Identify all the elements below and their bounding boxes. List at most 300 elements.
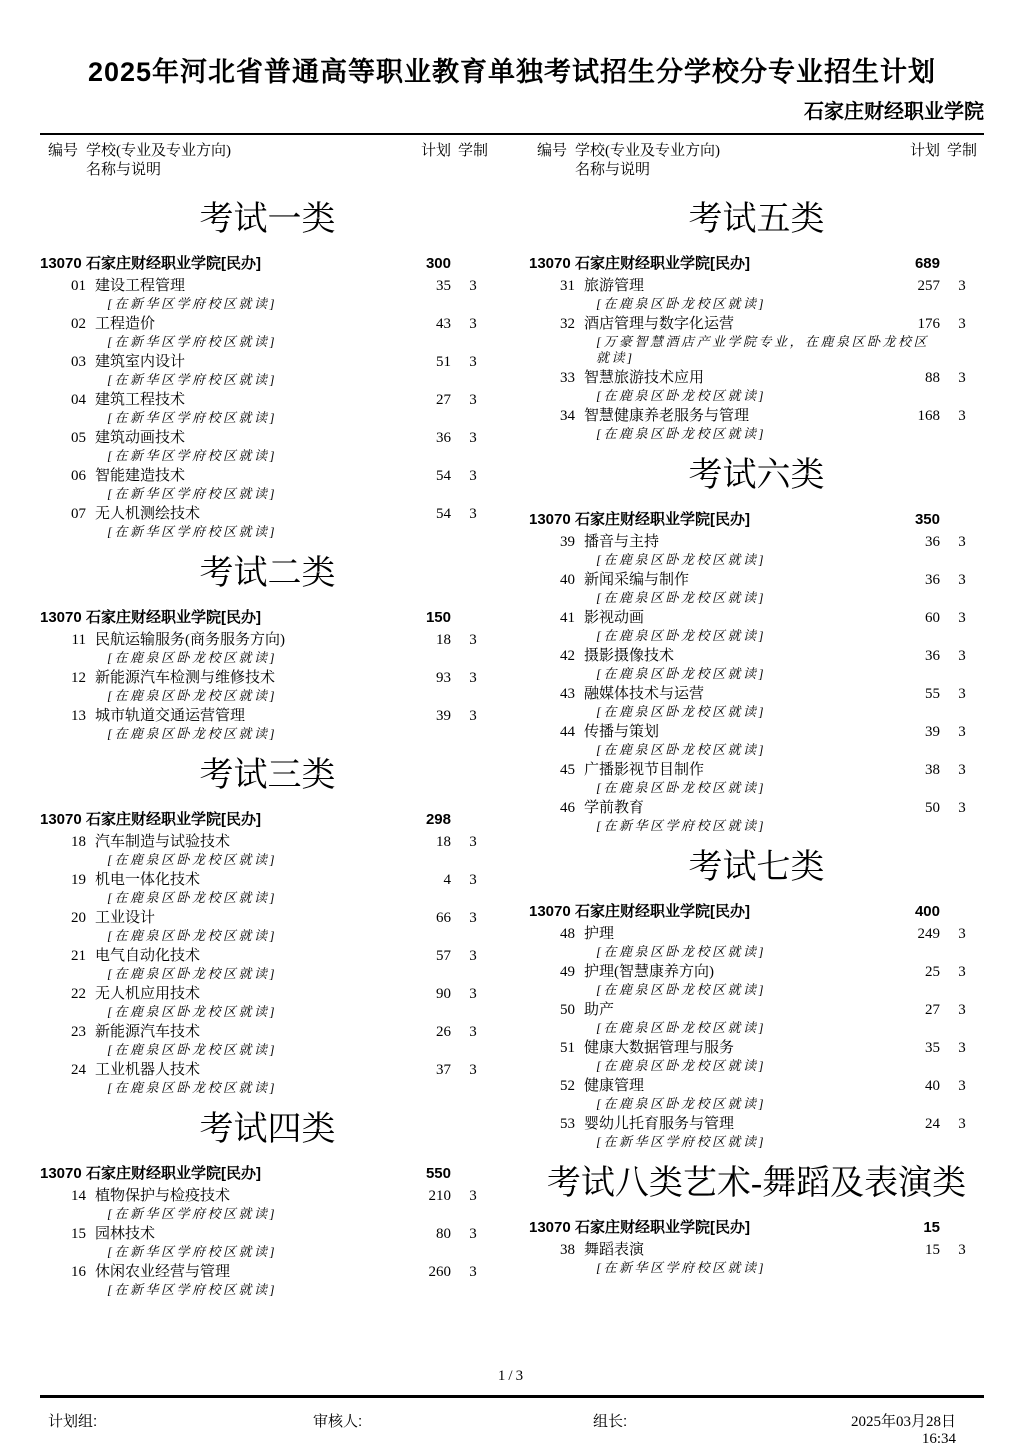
program-plan-count: 168	[917, 408, 940, 424]
program-row	[529, 963, 984, 981]
program-number: 39	[560, 534, 575, 550]
program-number: 24	[71, 1062, 86, 1078]
program-duration: 3	[958, 572, 966, 588]
program-row	[40, 947, 495, 965]
program-location-note: [在新华区学府校区就读]	[107, 448, 278, 463]
program-name: 护理(智慧康养方向)	[584, 964, 714, 980]
program-duration: 3	[469, 834, 477, 850]
school-plan-total: 550	[425, 1165, 451, 1182]
program-row	[529, 685, 984, 703]
program-duration: 3	[469, 986, 477, 1002]
program-name: 建设工程管理	[95, 278, 186, 294]
school-name: 石家庄财经职业学院[民办]	[86, 609, 261, 626]
exam-category-section	[40, 1108, 495, 1298]
exam-category-section	[40, 754, 495, 1096]
program-duration: 3	[958, 686, 966, 702]
school-code: 13070	[529, 511, 571, 528]
program-name: 城市轨道交通运营管理	[95, 708, 246, 724]
school-code: 13070	[529, 903, 571, 920]
header-plan-label: 计划	[420, 143, 451, 159]
program-plan-count: 60	[925, 610, 940, 626]
program-plan-count: 24	[925, 1116, 940, 1132]
program-number: 07	[71, 506, 86, 522]
program-number: 45	[560, 762, 575, 778]
page-number: 1/3	[497, 1368, 527, 1384]
program-name: 新能源汽车技术	[95, 1024, 201, 1040]
program-duration: 3	[958, 1078, 966, 1094]
program-row	[529, 1039, 984, 1057]
program-location-note: [在鹿泉区卧龙校区就读]	[107, 1004, 278, 1019]
program-number: 02	[71, 316, 86, 332]
program-row	[40, 505, 495, 523]
program-plan-count: 249	[917, 926, 940, 942]
program-plan-count: 27	[436, 392, 451, 408]
program-number: 32	[560, 316, 575, 332]
school-plan-total: 150	[425, 609, 451, 626]
program-name: 新能源汽车检测与维修技术	[95, 670, 276, 686]
program-plan-count: 88	[925, 370, 940, 386]
program-duration: 3	[469, 910, 477, 926]
program-row	[529, 1241, 984, 1259]
program-location-note: [在鹿泉区卧龙校区就读]	[596, 780, 767, 795]
program-location-note: [在鹿泉区卧龙校区就读]	[596, 666, 767, 681]
school-name: 石家庄财经职业学院[民办]	[86, 1165, 261, 1182]
program-plan-count: 37	[436, 1062, 451, 1078]
section-title: 考试八类艺术-舞蹈及表演类	[546, 1165, 967, 1202]
program-location-note: [在鹿泉区卧龙校区就读]	[107, 890, 278, 905]
section-title: 考试六类	[688, 457, 825, 494]
school-summary-row	[40, 1164, 495, 1184]
program-row	[40, 315, 495, 333]
school-name-subtitle: 石家庄财经职业学院	[804, 101, 984, 123]
school-code: 13070	[40, 811, 82, 828]
program-number: 12	[71, 670, 86, 686]
program-location-note: [在新华区学府校区就读]	[596, 1134, 767, 1149]
signature-footer	[0, 1398, 1024, 1448]
school-code: 13070	[40, 609, 82, 626]
program-number: 11	[71, 632, 86, 648]
program-name: 影视动画	[584, 610, 645, 626]
table-column-headers	[0, 135, 1024, 180]
program-number: 15	[71, 1226, 86, 1242]
program-name: 舞蹈表演	[584, 1242, 645, 1258]
school-code: 13070	[40, 1165, 82, 1182]
program-duration: 3	[958, 724, 966, 740]
program-row	[529, 1001, 984, 1019]
program-plan-count: 57	[436, 948, 451, 964]
program-name: 旅游管理	[584, 278, 645, 294]
program-location-note: [在鹿泉区卧龙校区就读]	[596, 426, 767, 441]
program-duration: 3	[469, 1024, 477, 1040]
program-plan-count: 35	[436, 278, 451, 294]
program-location-note: [在鹿泉区卧龙校区就读]	[107, 1042, 278, 1057]
school-summary-row	[40, 254, 495, 274]
program-number: 38	[560, 1242, 575, 1258]
program-duration: 3	[469, 1226, 477, 1242]
program-name: 学前教育	[584, 800, 645, 816]
footer-datetime: 2025年03月28日 16:34	[850, 1414, 956, 1447]
program-row	[40, 707, 495, 725]
school-name: 石家庄财经职业学院[民办]	[86, 255, 261, 272]
program-name: 健康管理	[584, 1078, 645, 1094]
program-row	[40, 391, 495, 409]
program-number: 40	[560, 572, 575, 588]
program-plan-count: 35	[925, 1040, 940, 1056]
program-plan-count: 54	[436, 468, 451, 484]
school-summary-row	[529, 902, 984, 922]
program-name: 电气自动化技术	[95, 948, 201, 964]
program-plan-count: 38	[925, 762, 940, 778]
program-plan-count: 90	[436, 986, 451, 1002]
program-location-note: [在鹿泉区卧龙校区就读]	[596, 552, 767, 567]
program-number: 51	[560, 1040, 575, 1056]
program-duration: 3	[469, 278, 477, 294]
program-location-note: [在鹿泉区卧龙校区就读]	[596, 944, 767, 959]
program-row	[529, 407, 984, 425]
program-name: 建筑工程技术	[95, 392, 186, 408]
program-location-note: [在鹿泉区卧龙校区就读]	[596, 982, 767, 997]
program-duration: 3	[958, 1040, 966, 1056]
program-number: 19	[71, 872, 86, 888]
program-number: 23	[71, 1024, 86, 1040]
program-name: 汽车制造与试验技术	[95, 834, 231, 850]
school-summary-row	[40, 608, 495, 628]
program-row	[40, 909, 495, 927]
school-plan-total: 15	[923, 1219, 940, 1236]
program-plan-count: 36	[436, 430, 451, 446]
program-row	[40, 1023, 495, 1041]
program-duration: 3	[958, 534, 966, 550]
program-plan-count: 26	[436, 1024, 451, 1040]
exam-category-section	[529, 1162, 984, 1276]
program-duration: 3	[958, 278, 966, 294]
exam-category-section	[40, 552, 495, 742]
school-plan-total: 350	[914, 511, 940, 528]
program-row	[529, 799, 984, 817]
program-plan-count: 50	[925, 800, 940, 816]
school-plan-total: 300	[425, 255, 451, 272]
program-number: 31	[560, 278, 575, 294]
program-number: 46	[560, 800, 575, 816]
program-number: 22	[71, 986, 86, 1002]
program-name: 融媒体技术与运营	[584, 686, 705, 702]
program-plan-count: 66	[436, 910, 451, 926]
program-name: 工业机器人技术	[95, 1062, 201, 1078]
program-duration: 3	[958, 648, 966, 664]
left-column	[40, 186, 495, 1298]
program-number: 04	[71, 392, 86, 408]
program-duration: 3	[958, 408, 966, 424]
program-duration: 3	[958, 370, 966, 386]
program-row	[40, 833, 495, 851]
program-duration: 3	[958, 610, 966, 626]
school-code: 13070	[40, 255, 82, 272]
program-location-note: [在鹿泉区卧龙校区就读]	[107, 650, 278, 665]
program-plan-count: 43	[436, 316, 451, 332]
program-number: 01	[71, 278, 86, 294]
program-plan-count: 18	[436, 632, 451, 648]
program-number: 41	[560, 610, 575, 626]
program-plan-count: 260	[428, 1264, 451, 1280]
program-duration: 3	[958, 1116, 966, 1132]
program-location-note: [在鹿泉区卧龙校区就读]	[107, 928, 278, 943]
section-title: 考试四类	[199, 1111, 336, 1148]
program-row	[529, 369, 984, 387]
program-plan-count: 51	[436, 354, 451, 370]
program-plan-count: 176	[917, 316, 940, 332]
program-plan-count: 54	[436, 506, 451, 522]
program-plan-count: 257	[917, 278, 940, 294]
school-plan-total: 689	[914, 255, 940, 272]
program-name: 智能建造技术	[95, 468, 186, 484]
program-name: 护理	[584, 926, 615, 942]
program-location-note: [在鹿泉区卧龙校区就读]	[107, 726, 278, 741]
program-row	[40, 631, 495, 649]
program-location-note: [在鹿泉区卧龙校区就读]	[596, 590, 767, 605]
program-name: 无人机应用技术	[95, 986, 201, 1002]
program-location-note: [在鹿泉区卧龙校区就读]	[596, 628, 767, 643]
program-row	[40, 277, 495, 295]
school-code: 13070	[529, 1219, 571, 1236]
program-number: 18	[71, 834, 86, 850]
program-duration: 3	[469, 430, 477, 446]
program-location-note: [在新华区学府校区就读]	[107, 1244, 278, 1259]
program-duration: 3	[958, 1242, 966, 1258]
program-row	[40, 353, 495, 371]
program-number: 06	[71, 468, 86, 484]
program-name: 建筑动画技术	[95, 430, 186, 446]
program-duration: 3	[469, 948, 477, 964]
school-summary-row	[529, 254, 984, 274]
program-row	[529, 723, 984, 741]
program-name: 植物保护与检疫技术	[95, 1188, 231, 1204]
program-plan-count: 39	[436, 708, 451, 724]
program-number: 42	[560, 648, 575, 664]
section-title: 考试一类	[199, 201, 336, 238]
program-duration: 3	[469, 632, 477, 648]
program-duration: 3	[469, 354, 477, 370]
program-location-note: [在新华区学府校区就读]	[107, 524, 278, 539]
column-header-right	[529, 142, 984, 180]
program-location-note: [在鹿泉区卧龙校区就读]	[596, 388, 767, 403]
right-column	[529, 186, 984, 1276]
school-summary-row	[529, 510, 984, 530]
section-title: 考试三类	[199, 757, 336, 794]
program-name: 工业设计	[95, 910, 156, 926]
program-plan-count: 93	[436, 670, 451, 686]
program-location-note: [在新华区学府校区就读]	[107, 486, 278, 501]
program-location-note: [在鹿泉区卧龙校区就读]	[596, 1096, 767, 1111]
program-location-note: [在新华区学府校区就读]	[107, 372, 278, 387]
exam-category-section	[529, 846, 984, 1150]
program-name: 机电一体化技术	[95, 872, 201, 888]
program-name: 婴幼儿托育服务与管理	[584, 1116, 735, 1132]
footer-leader-label: 组长:	[593, 1413, 628, 1430]
program-name: 智慧旅游技术应用	[584, 370, 705, 386]
program-name: 广播影视节目制作	[584, 762, 705, 778]
program-row	[529, 761, 984, 779]
program-name: 助产	[584, 1002, 615, 1018]
school-summary-row	[529, 1218, 984, 1238]
program-row	[529, 315, 984, 333]
school-plan-total: 400	[914, 903, 940, 920]
school-name: 石家庄财经职业学院[民办]	[86, 811, 261, 828]
section-title: 考试五类	[688, 201, 825, 238]
program-number: 21	[71, 948, 86, 964]
program-name: 播音与主持	[584, 534, 660, 550]
program-number: 48	[560, 926, 575, 942]
program-duration: 3	[958, 316, 966, 332]
header-school-label: 学校(专业及专业方向) 名称与说明	[575, 143, 720, 178]
program-name: 健康大数据管理与服务	[584, 1040, 735, 1056]
program-location-note: [在新华区学府校区就读]	[596, 818, 767, 833]
program-row	[529, 609, 984, 627]
program-duration: 3	[958, 1002, 966, 1018]
program-name: 新闻采编与制作	[584, 572, 690, 588]
school-name: 石家庄财经职业学院[民办]	[575, 255, 750, 272]
program-location-note: [在鹿泉区卧龙校区就读]	[107, 852, 278, 867]
program-number: 14	[71, 1188, 86, 1204]
exam-category-section	[529, 454, 984, 834]
program-duration: 3	[469, 670, 477, 686]
program-row	[529, 1115, 984, 1133]
program-plan-count: 39	[925, 724, 940, 740]
program-plan-count: 55	[925, 686, 940, 702]
program-duration: 3	[469, 468, 477, 484]
program-row	[40, 1061, 495, 1079]
program-plan-count: 36	[925, 648, 940, 664]
program-row	[40, 985, 495, 1003]
program-row	[40, 467, 495, 485]
program-duration: 3	[469, 708, 477, 724]
program-location-note: [在鹿泉区卧龙校区就读]	[596, 1020, 767, 1035]
program-number: 53	[560, 1116, 575, 1132]
program-row	[40, 669, 495, 687]
program-row	[529, 277, 984, 295]
school-name: 石家庄财经职业学院[民办]	[575, 1219, 750, 1236]
program-location-note: [在鹿泉区卧龙校区就读]	[596, 704, 767, 719]
program-plan-count: 25	[925, 964, 940, 980]
program-row	[40, 1225, 495, 1243]
program-name: 无人机测绘技术	[95, 506, 201, 522]
program-plan-count: 36	[925, 534, 940, 550]
program-location-note: [万豪智慧酒店产业学院专业，在鹿泉区卧龙校区就读]	[596, 334, 930, 365]
program-duration: 3	[469, 872, 477, 888]
program-name: 民航运输服务(商务服务方向)	[95, 632, 285, 648]
section-title: 考试七类	[688, 849, 825, 886]
program-number: 43	[560, 686, 575, 702]
program-plan-count: 36	[925, 572, 940, 588]
header-school-label: 学校(专业及专业方向) 名称与说明	[86, 143, 231, 178]
program-location-note: [在新华区学府校区就读]	[107, 1282, 278, 1297]
program-number: 44	[560, 724, 575, 740]
program-location-note: [在鹿泉区卧龙校区就读]	[107, 688, 278, 703]
program-duration: 3	[469, 1264, 477, 1280]
page-title: 2025年河北省普通高等职业教育单独考试招生分学校分专业招生计划	[87, 57, 937, 87]
program-number: 49	[560, 964, 575, 980]
footer-reviewer-label: 审核人:	[313, 1413, 363, 1430]
school-plan-total: 298	[425, 811, 451, 828]
footer-plan-group-label: 计划组:	[48, 1413, 98, 1430]
program-location-note: [在新华区学府校区就读]	[107, 334, 278, 349]
program-location-note: [在新华区学府校区就读]	[596, 1260, 767, 1275]
program-plan-count: 80	[436, 1226, 451, 1242]
program-location-note: [在鹿泉区卧龙校区就读]	[596, 1058, 767, 1073]
program-location-note: [在新华区学府校区就读]	[107, 1206, 278, 1221]
program-name: 智慧健康养老服务与管理	[584, 408, 750, 424]
program-name: 园林技术	[95, 1226, 156, 1242]
program-location-note: [在鹿泉区卧龙校区就读]	[107, 966, 278, 981]
program-location-note: [在鹿泉区卧龙校区就读]	[107, 1080, 278, 1095]
content-columns	[0, 180, 1024, 1360]
program-row	[529, 647, 984, 665]
program-plan-count: 15	[925, 1242, 940, 1258]
program-number: 34	[560, 408, 575, 424]
program-name: 休闲农业经营与管理	[95, 1264, 231, 1280]
program-row	[40, 1187, 495, 1205]
exam-category-section	[40, 198, 495, 540]
program-name: 工程造价	[95, 316, 156, 332]
header-no-label: 编号	[48, 143, 79, 159]
program-duration: 3	[469, 316, 477, 332]
program-plan-count: 4	[443, 872, 451, 888]
header-duration-label: 学制	[946, 143, 977, 159]
program-number: 16	[71, 1264, 86, 1280]
program-row	[529, 925, 984, 943]
program-location-note: [在鹿泉区卧龙校区就读]	[596, 296, 767, 311]
program-location-note: [在鹿泉区卧龙校区就读]	[596, 742, 767, 757]
program-row	[40, 429, 495, 447]
program-duration: 3	[469, 1188, 477, 1204]
school-code: 13070	[529, 255, 571, 272]
program-duration: 3	[958, 964, 966, 980]
program-location-note: [在新华区学府校区就读]	[107, 410, 278, 425]
program-duration: 3	[469, 506, 477, 522]
program-duration: 3	[958, 926, 966, 942]
header-duration-label: 学制	[457, 143, 488, 159]
program-plan-count: 27	[925, 1002, 940, 1018]
program-number: 20	[71, 910, 86, 926]
program-row	[529, 533, 984, 551]
program-duration: 3	[469, 392, 477, 408]
exam-category-section	[529, 198, 984, 442]
section-title: 考试二类	[199, 555, 336, 592]
program-duration: 3	[469, 1062, 477, 1078]
program-row	[40, 1263, 495, 1281]
program-number: 50	[560, 1002, 575, 1018]
header-plan-label: 计划	[909, 143, 940, 159]
program-plan-count: 18	[436, 834, 451, 850]
program-name: 摄影摄像技术	[584, 648, 675, 664]
school-name: 石家庄财经职业学院[民办]	[575, 903, 750, 920]
program-number: 05	[71, 430, 86, 446]
program-row	[529, 1077, 984, 1095]
column-header-left	[40, 142, 495, 180]
program-plan-count: 210	[428, 1188, 451, 1204]
program-number: 13	[71, 708, 86, 724]
program-number: 03	[71, 354, 86, 370]
program-name: 建筑室内设计	[95, 354, 186, 370]
school-summary-row	[40, 810, 495, 830]
header-no-label: 编号	[537, 143, 568, 159]
program-number: 33	[560, 370, 575, 386]
program-location-note: [在新华区学府校区就读]	[107, 296, 278, 311]
program-row	[529, 571, 984, 589]
program-duration: 3	[958, 800, 966, 816]
program-name: 传播与策划	[584, 724, 660, 740]
program-duration: 3	[958, 762, 966, 778]
program-number: 52	[560, 1078, 575, 1094]
